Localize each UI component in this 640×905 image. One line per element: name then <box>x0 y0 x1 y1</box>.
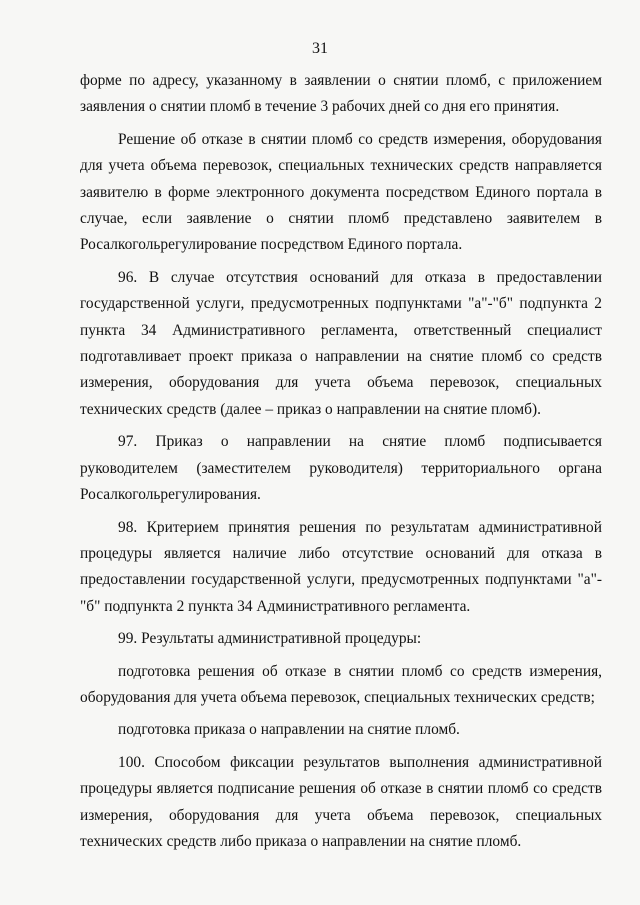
paragraph-98: 98. Критерием принятия решения по результатам административной процедуры является наличие либо отсутствие оснований для отказа в предоставлении государственной услуги, предусмотренных подпунктами "а"-"б" подпункта 2 пункта 34 Административного регламента. <box>80 518 602 615</box>
page-number: 31 <box>312 40 328 57</box>
paragraph-refusal-decision: Решение об отказе в снятии пломб со средств измерения, оборудования для учета объема перевозок, специальных технических средств направляется заявителю в форме электронного документа посредством Единого портала в случае, если заявление о снятии пломб представлено заявителем в Росалкогольрегулирование посредством Единого портала. <box>80 130 602 254</box>
paragraph-result-refusal: подготовка решения об отказе в снятии пломб со средств измерения, оборудования для учета объема перевозок, специальных технических средств; <box>80 662 602 706</box>
paragraph-100: 100. Способом фиксации результатов выполнения административной процедуры является подписание решения об отказе в снятии пломб со средств измерения, оборудования для учета объема перевозок, специальных технических средств либо приказа о направлении на снятие пломб. <box>80 753 602 850</box>
paragraph-99: 99. Результаты административной процедуры: <box>118 630 422 648</box>
document-body <box>80 68 602 855</box>
paragraph-97: 97. Приказ о направлении на снятие пломб подписывается руководителем (заместителем руководителя) территориального органа Росалкогольрегулирования. <box>80 433 602 504</box>
paragraph-continuation: форме по адресу, указанному в заявлении о снятии пломб, с приложением заявления о снятии пломб в течение 3 рабочих дней со дня его принятия. <box>80 72 602 116</box>
paragraph-96: 96. В случае отсутствия оснований для отказа в предоставлении государственной услуги, предусмотренных подпунктами "а"-"б" подпункта 2 пункта 34 Административного регламента, ответственный специалист подготавливает проект приказа о направлении на снятие пломб со средств измерения, оборудования для учета объема перевозок, специальных технических средств (далее – приказ о направлении на снятие пломб). <box>80 268 602 418</box>
paragraph-result-order: подготовка приказа о направлении на снятие пломб. <box>118 721 460 739</box>
